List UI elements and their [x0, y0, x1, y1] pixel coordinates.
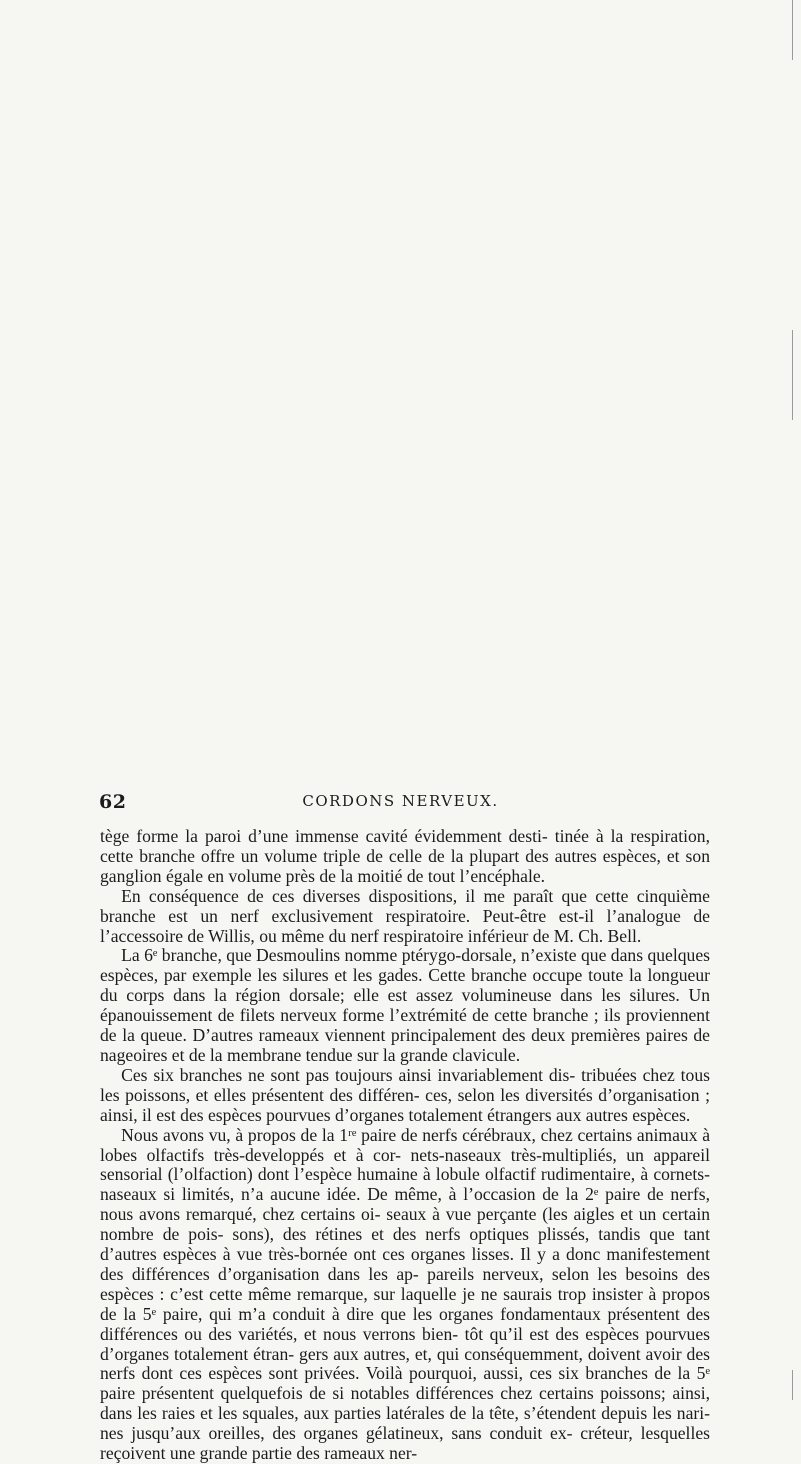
margin-scan-mark [792, 330, 793, 420]
paragraph: Nous avons vu, à propos de la 1ʳᵉ paire de nerfs cérébraux, chez certains animaux à lobes olfactifs très-developpés et à cor- nets-naseaux très-multipliés, un appareil sensorial (l’olfaction) dont l’espèce humaine à lobule olfactif rudimentaire, à cornets- naseaux si limités, n’a aucune idée. De même, à l’occasion de la 2ᵉ paire de nerfs, nous avons remarqué, chez certains oi- seaux à vue perçante (les aigles et un certain nombre de pois- sons), des rétines et des nerfs optiques plissés, tandis que tant d’autres espèces à vue très-bornée ont ces organes lisses. Il y a donc manifestement des différences d’organisation dans les ap- pareils nerveux, selon les besoins des espèces : c’est cette même remarque, sur laquelle je ne saurais trop insister à propos de la 5ᵉ paire, qui m’a conduit à dire que les organes fondamentaux présentent des différences ou des variétés, et nous verrons bien- tôt qu’il est des espèces pourvues d’organes totalement étran- gers aux autres, et, qui conséquemment, doivent avoir des nerfs dont ces espèces sont privées. Voilà pourquoi, aussi, ces six branches de la 5ᵉ paire présentent quelquefois de si notables différences chez certains poissons; ainsi, dans les raies et les squales, aux parties latérales de la tête, s’étendent depuis les nari- nes jusqu’aux oreilles, des organes gélatineux, sans conduit ex- créteur, lesquelles reçoivent une grande partie des rameaux ner- [100, 1124, 710, 1464]
running-title: CORDONS NERVEUX. [302, 792, 499, 810]
paragraph: La 6ᵉ branche, que Desmoulins nomme ptérygo-dorsale, n’existe que dans quelques espèces, par exemple les silures et les gades. Cette branche occupe toute la longueur du corps dans la région dorsale; elle est assez volumineuse dans les silures. Un épanouissement de filets nerveux forme l’extrémité de cette branche ; ils proviennent de la queue. D’autres rameaux viennent principalement des deux premières paires de nageoires et de la membrane tendue sur la grande clavicule. [100, 945, 710, 1065]
paragraph: En conséquence de ces diverses dispositions, il me paraît que cette cinquième branche est un nerf exclusivement respiratoire. Peut-être est-il l’analogue de l’accessoire de Willis, ou même du nerf respiratoire inférieur de M. Ch. Bell. [100, 885, 710, 946]
page-number: 62 [99, 791, 127, 813]
page-header [0, 791, 801, 819]
paragraph: Ces six branches ne sont pas toujours ainsi invariablement dis- tribuées chez tous les poissons, et elles présentent des différen- ces, selon les diversités d’organisation ; ainsi, il est des espèces pourvues d’organes totalement étrangers aux autres espèces. [100, 1064, 710, 1125]
margin-scan-mark [792, 0, 793, 60]
margin-scan-mark [792, 1370, 793, 1400]
body-text [100, 827, 710, 1464]
paragraph: tège forme la paroi d’une immense cavité évidemment desti- tinée à la respiration, cette branche offre un volume triple de celle de la plupart des autres espèces, et son ganglion égale en volume près de la moitié de tout l’encéphale. [100, 826, 710, 886]
